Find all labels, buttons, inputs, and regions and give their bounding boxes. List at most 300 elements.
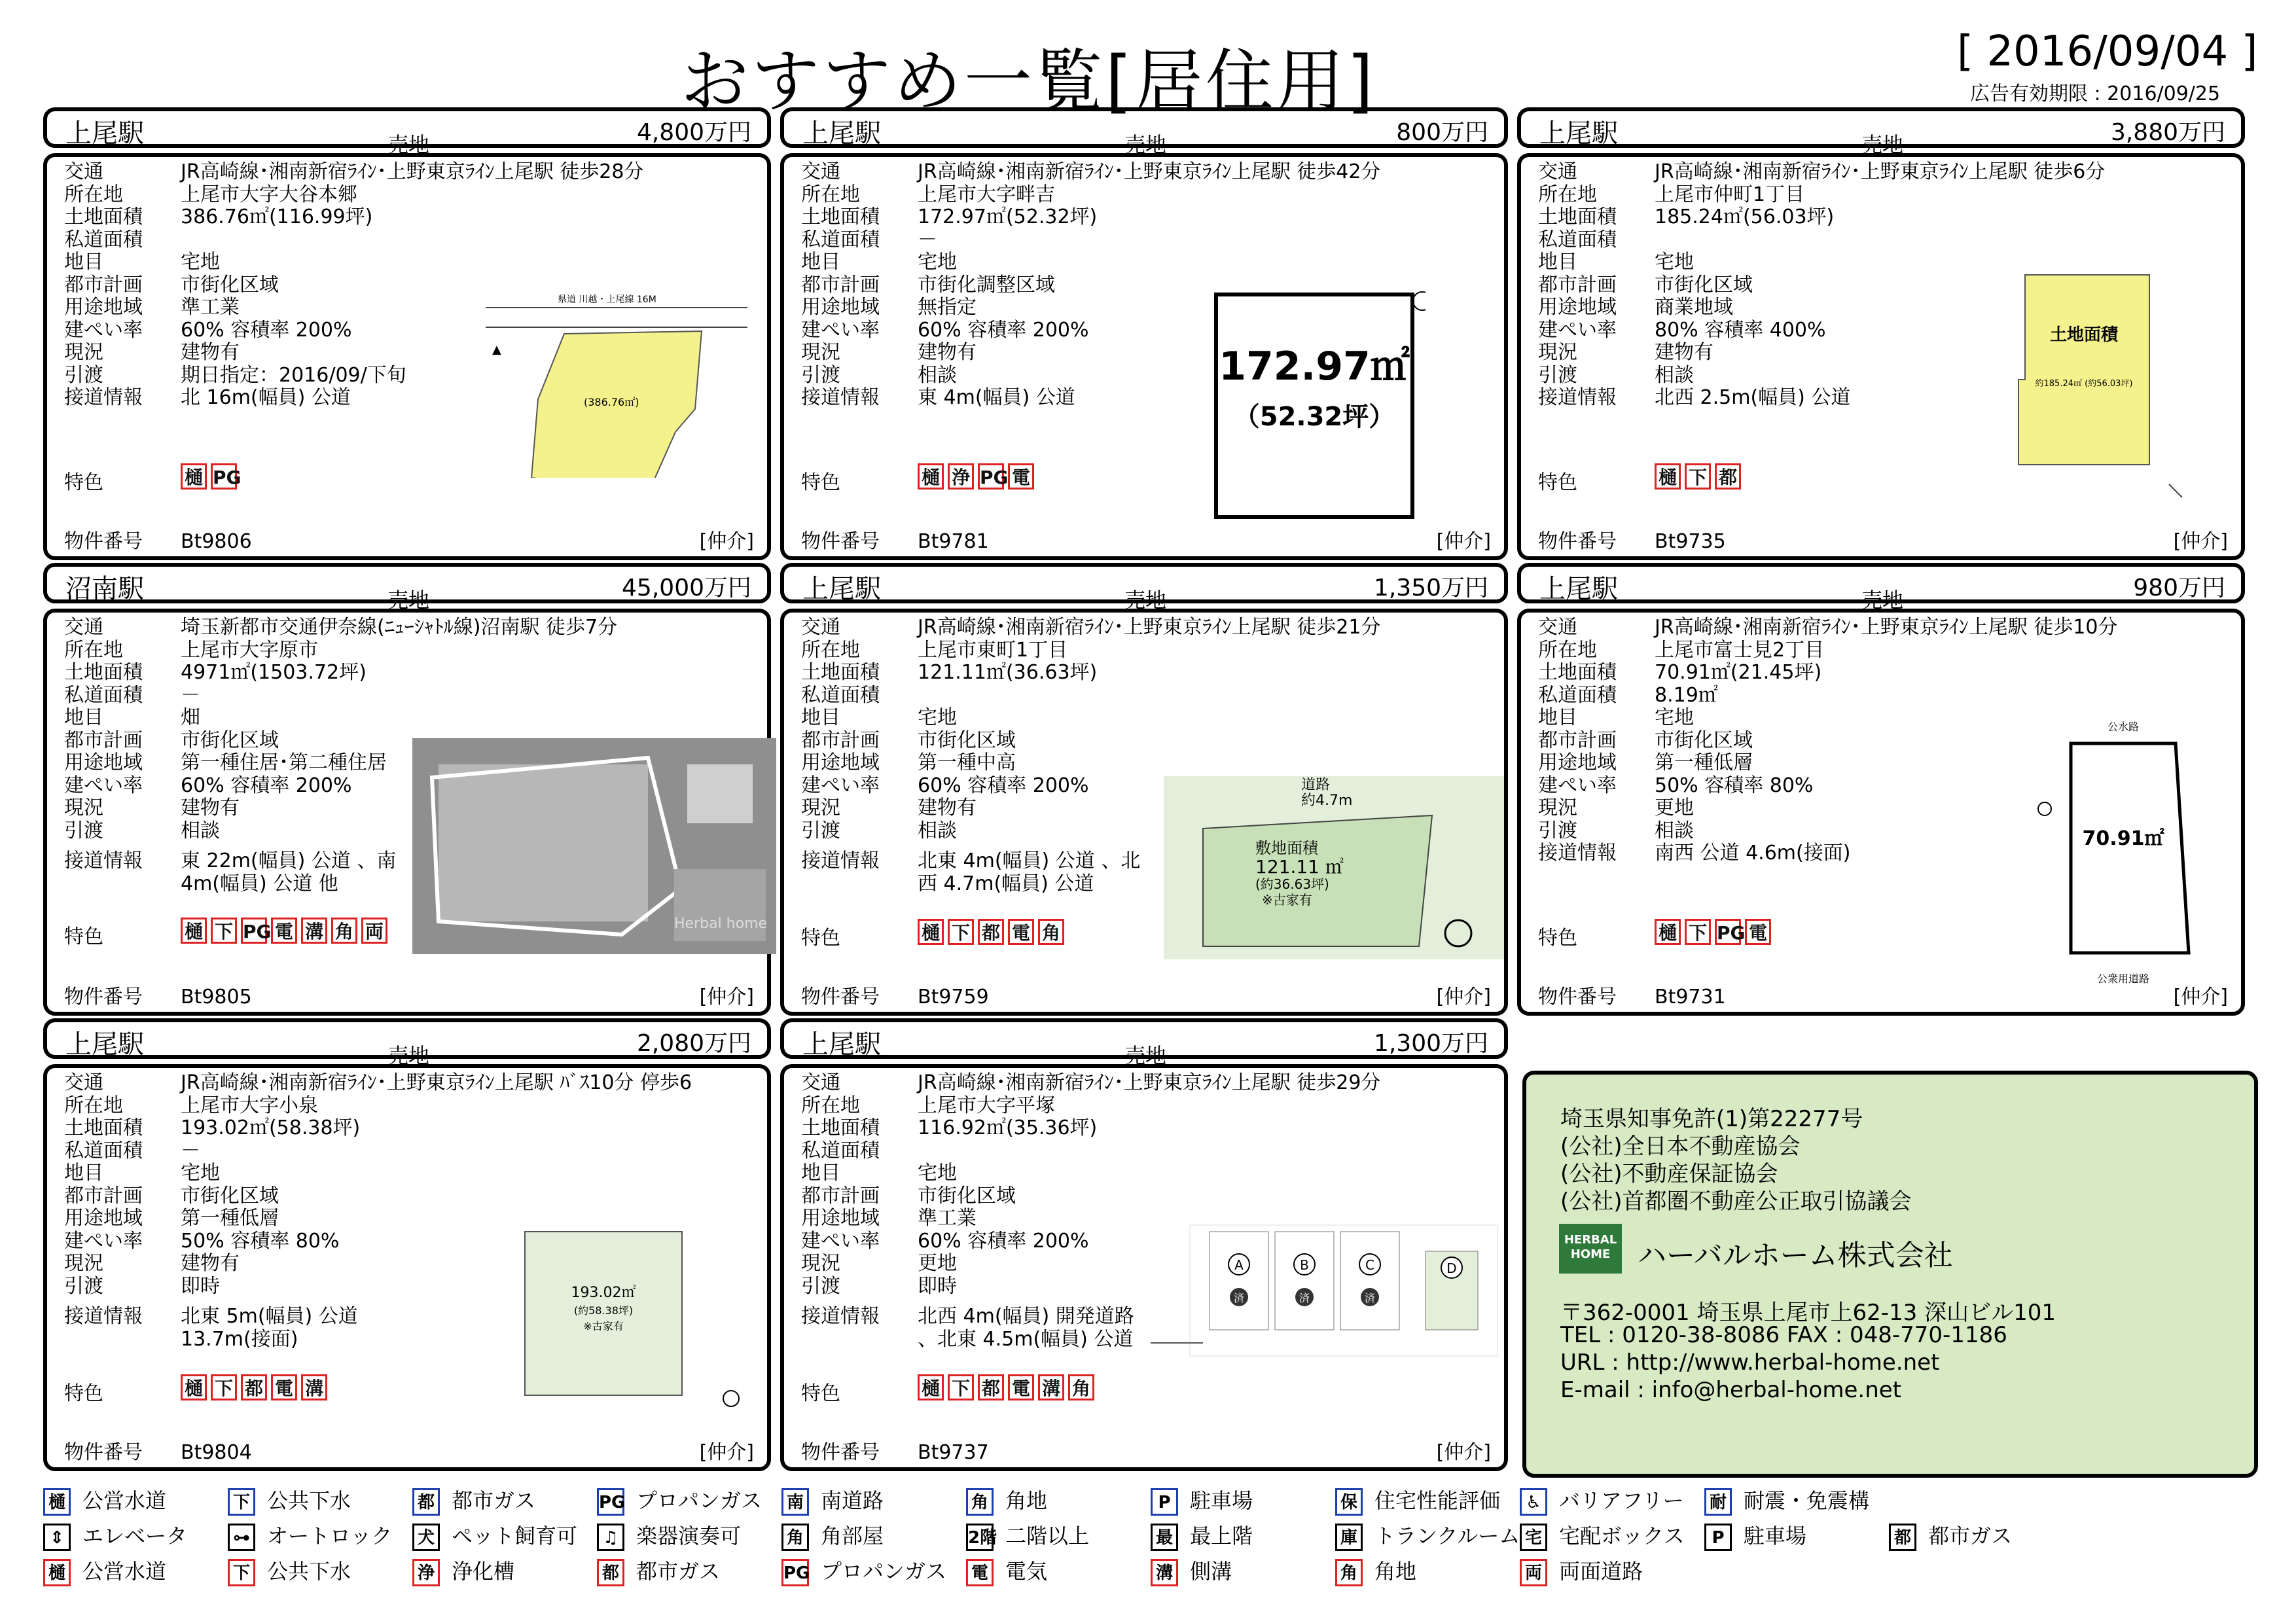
row-label: 所在地 [1538,638,1597,662]
row-label: 用途地域 [1538,751,1617,774]
row-value: 121.11㎡(36.63坪) [918,661,1098,684]
card-body [780,1064,1508,1471]
row-value: JR高崎線･湘南新宿ﾗｲﾝ･上野東京ﾗｲﾝ上尾駅 ﾊﾞｽ10分 停歩6 [181,1071,692,1094]
legend-icon: 角 [781,1524,809,1551]
feature-icon: PG [1715,919,1741,945]
row-private_road [801,1140,1380,1163]
row-label: 都市計画 [64,1184,143,1207]
row-private_road [801,229,1380,252]
legend-icon: PG [597,1488,624,1516]
row-value: 第一種低層 [181,1207,279,1230]
legend-label: 公営水道 [82,1559,167,1584]
area-sub: 約185.24㎡ (約56.03坪) [2035,379,2133,389]
row-value: 第一種低層 [1655,751,1753,774]
legend-label: 南道路 [821,1488,884,1513]
row-label: 現況 [64,796,103,819]
property-type: 売地 [1124,1043,1167,1068]
row-value: 準工業 [181,296,240,319]
property-number-label: 物件番号 [64,530,143,553]
row-value: 東 4m(幅員) 公道 [918,386,1075,409]
row-value: 386.76㎡(116.99坪) [181,205,373,228]
row-label: 交通 [801,1071,840,1094]
features-row [1538,466,1577,495]
row-label: 引渡 [64,819,103,842]
row-label: 交通 [1538,160,1577,183]
property-card[interactable] [780,563,1508,1021]
features-row [801,1377,840,1406]
row-value: 畑 [181,706,200,729]
card-header [780,107,1508,157]
row-address [801,184,1380,207]
lot-diagram [1164,776,1504,959]
property-number: Bt9735 [1655,530,1726,553]
road-label: 道路 [1301,777,1331,793]
row-value: 185.24㎡(56.03坪) [1655,205,1835,228]
row-value: 東 22m(幅員) 公道 、南 [181,849,397,872]
row-label: 土地面積 [64,205,143,228]
row-value: 即時 [181,1274,220,1298]
legend-label: 角部屋 [821,1524,884,1548]
features-label: 特色 [1538,471,1577,494]
legend-item [1520,1484,1684,1516]
row-label: 接道情報 [64,386,143,409]
legend-item [1704,1484,1869,1516]
property-number-row [801,525,989,554]
road-label-2: 公衆用道路 [2096,972,2150,985]
legend-item [1889,1520,2012,1551]
lot-letter: D [1446,1260,1457,1276]
row-value: 市街化区域 [181,1184,279,1207]
sold-mark: 済 [1299,1292,1310,1304]
association-3: (公社)首都圏不動産公正取引協議会 [1560,1188,1912,1215]
row-label: 接道情報 [64,1305,143,1328]
card-header [1517,107,2245,157]
row-zoning [1538,752,2117,775]
row-value: 上尾市大字大谷本郷 [181,183,357,206]
row-address [64,1095,692,1118]
legend-item [1704,1520,1806,1551]
legend-item [1335,1484,1500,1516]
road-label: 公水路 [2107,721,2140,733]
lot-diagram [2032,717,2228,992]
row-value: 4m(幅員) 公道 他 [181,872,338,895]
feature-icon: 下 [211,1374,237,1400]
legend-label: 公共下水 [267,1488,351,1513]
row-value: 宅地 [918,706,957,729]
company-logo: HERBAL HOME [1559,1224,1622,1274]
property-type: 売地 [1124,588,1167,613]
feature-icon: 都 [1715,463,1741,490]
row-land_category [64,1162,692,1185]
row-value: 市街化区域 [1655,273,1753,296]
legend-item [1151,1520,1253,1551]
row-label: 土地面積 [64,1116,143,1139]
feature-icon: 樋 [918,919,944,945]
legend-label: 側溝 [1190,1559,1232,1584]
agent-type: [仲介] [699,986,754,1008]
legend-icon: 南 [781,1488,809,1516]
row-address [801,639,1380,662]
row-value: 建物有 [181,1252,240,1275]
company-info [1522,1071,2258,1478]
row-label: 用途地域 [801,1207,880,1230]
row-value: 第一種中高 [918,751,1016,774]
property-type: 売地 [387,1043,430,1068]
legend-icon: ⊶ [228,1524,255,1551]
row-private_road [1538,229,2105,252]
agent-type: [仲介] [2173,986,2228,1008]
lot-diagram [1203,281,1426,543]
row-label: 建ぺい率 [64,318,143,342]
features-row [64,1377,103,1406]
row-zoning [801,752,1380,775]
row-value: 建物有 [181,796,240,819]
row-label: 地目 [64,251,103,274]
list-date: [ 2016/09/04 ] [1957,27,2258,76]
feature-icon: 電 [1745,919,1771,945]
property-number-label: 物件番号 [1538,530,1617,553]
row-label: 用途地域 [64,296,143,319]
property-number-row [64,1436,252,1465]
row-label: 引渡 [801,363,840,387]
property-number-row [801,1436,989,1465]
property-type: 売地 [387,588,430,613]
row-label: 建ぺい率 [801,1229,880,1253]
feature-icon: 電 [271,918,297,944]
row-value: 北西 2.5m(幅員) 公道 [1655,386,1851,409]
legend-label: 浄化槽 [452,1559,515,1584]
old-house: ※古家有 [1262,892,1312,908]
feature-icons [918,1374,1153,1400]
row-label: 現況 [64,1252,103,1275]
legend-label: オートロック [267,1524,393,1548]
row-label: 交通 [64,160,103,183]
row-value: JR高崎線･湘南新宿ﾗｲﾝ･上野東京ﾗｲﾝ上尾駅 徒歩10分 [1655,616,2118,639]
row-label: 建ぺい率 [1538,774,1617,797]
row-address [801,1095,1380,1118]
row-label: 交通 [801,616,840,639]
row-label: 用途地域 [64,751,143,774]
feature-icon: 下 [948,1374,974,1400]
feature-icon: 都 [241,1374,267,1400]
row-value: 南西 公道 4.6m(接面) [1655,842,1851,865]
row-value: 建物有 [918,341,977,364]
row-value: 宅地 [918,251,957,274]
feature-icon: 角 [1038,919,1064,945]
row-value: 60% 容積率 200% [181,774,352,797]
feature-icons [181,463,416,490]
property-card[interactable] [43,563,771,1021]
lot-diagram [1151,1212,1504,1376]
row-value: 更地 [1655,796,1694,819]
row-value: 北東 4m(幅員) 公道 、北 [918,849,1141,872]
row-label: 用途地域 [801,751,880,774]
row-label: 引渡 [801,819,840,842]
property-number-label: 物件番号 [801,530,880,553]
row-value: 商業地域 [1655,296,1733,319]
legend-label: 耐震・免震構 [1744,1488,1870,1513]
row-label: 私道面積 [64,228,143,251]
legend-label: プロパンガス [821,1559,947,1584]
row-label: 都市計画 [1538,273,1617,296]
legend-label: 最上階 [1190,1524,1253,1548]
property-card[interactable] [1517,107,2245,565]
legend-icon: 宅 [1520,1524,1547,1551]
row-label: 現況 [1538,796,1577,819]
property-type: 売地 [1861,588,1904,613]
features-label: 特色 [64,1382,103,1405]
legend-label: 宅配ボックス [1559,1524,1685,1548]
row-label: 用途地域 [1538,296,1617,319]
row-value: 建物有 [1655,341,1713,364]
property-number: Bt9737 [918,1441,989,1464]
agent-type: [仲介] [1436,530,1491,553]
legend-icon: 角 [1335,1559,1363,1586]
row-value: 8.19㎡ [1655,683,1718,707]
row-traffic [801,161,1380,184]
legend-item [43,1484,166,1516]
row-value: 西 4.7m(幅員) 公道 [918,872,1094,895]
legend-icon: 角 [966,1488,994,1516]
area-tsubo: （52.32坪） [1233,402,1395,432]
row-value: 期日指定：2016/09/下旬 [181,363,406,387]
row-label: 私道面積 [64,683,143,707]
feature-icon: 電 [271,1374,297,1400]
icon-legend [43,1484,2269,1615]
property-card[interactable] [780,1018,1508,1476]
legend-icon: ♿ [1520,1488,1547,1516]
row-private_road [801,685,1380,707]
station-name: 上尾駅 [802,1029,881,1060]
row-label: 地目 [801,251,840,274]
feature-icon: 都 [978,1374,1004,1400]
property-number: Bt9731 [1655,986,1726,1008]
row-value: 172.97㎡(52.32坪) [918,205,1098,228]
legend-icon: 下 [228,1559,255,1586]
row-value: 相談 [181,819,220,842]
feature-icon: 下 [948,919,974,945]
row-private_road [64,1140,692,1163]
property-price: 45,000万円 [622,575,751,601]
row-land_area [1538,662,2117,685]
feature-icon: 電 [1008,1374,1034,1400]
row-value: 市街化区域 [1655,728,1753,752]
row-value: JR高崎線･湘南新宿ﾗｲﾝ･上野東京ﾗｲﾝ上尾駅 徒歩28分 [181,160,644,183]
row-label: 現況 [801,341,840,364]
legend-item [597,1555,720,1586]
legend-icon: ⇕ [43,1524,71,1551]
legend-label: 都市ガス [636,1559,721,1584]
row-current [1538,797,2117,820]
legend-item [781,1484,884,1516]
row-traffic [801,616,1380,639]
row-value: 上尾市富士見2丁目 [1655,638,1825,662]
row-traffic [801,1072,1380,1095]
row-label: 土地面積 [801,661,880,684]
features-row [801,921,840,950]
row-value: 上尾市大字平塚 [918,1094,1055,1117]
row-city_plan [801,1185,1380,1208]
card-header [1517,563,2245,613]
row-value: 北西 4m(幅員) 開発道路 [918,1305,1134,1328]
legend-label: プロパンガス [636,1488,762,1513]
row-value: 準工業 [918,1207,977,1230]
legend-item [412,1484,535,1516]
feature-icon: 下 [1685,463,1711,490]
row-value: 60% 容積率 200% [918,774,1089,797]
row-label: 接道情報 [801,1305,880,1328]
row-label: 都市計画 [64,728,143,752]
property-card[interactable] [780,107,1508,565]
legend-item [597,1484,762,1516]
row-value: 60% 容積率 200% [918,1229,1089,1253]
agent-type: [仲介] [2173,530,2228,553]
row-value: 市街化区域 [918,1184,1016,1207]
legend-item [1335,1520,1520,1551]
row-value: 上尾市大字畔吉 [918,183,1055,206]
features-row [1538,921,1577,950]
card-header [780,1018,1508,1068]
property-price: 2,080万円 [636,1030,751,1057]
legend-icon: 保 [1335,1488,1363,1516]
property-price: 1,350万円 [1373,575,1488,601]
area-label: (386.76㎡) [584,396,639,408]
row-label: 交通 [64,1071,103,1094]
lot-letter: C [1365,1257,1374,1273]
legend-icon: P [1151,1488,1178,1516]
row-label: 都市計画 [801,273,880,296]
legend-label: 公共下水 [267,1559,351,1584]
feature-icon: 樋 [181,918,207,944]
legend-item [43,1555,166,1586]
row-private_road [64,229,643,252]
legend-item [1151,1484,1253,1516]
row-value: 宅地 [181,251,220,274]
legend-label: 二階以上 [1005,1524,1090,1548]
property-number: Bt9759 [918,986,989,1008]
area-label: 193.02㎡ [571,1285,636,1301]
company-name: ハーバルホーム株式会社 [1638,1239,1953,1272]
row-land_category [801,707,1380,730]
legend-item [966,1484,1047,1516]
row-label: 建ぺい率 [801,318,880,342]
row-value: 116.92㎡(35.36坪) [918,1116,1098,1139]
row-label: 用途地域 [801,296,880,319]
row-land_category [64,707,617,730]
features-label: 特色 [64,471,103,494]
row-value: 50% 容積率 80% [1655,774,1814,797]
row-label: 地目 [801,1162,840,1185]
row-land_area [801,206,1380,229]
legend-item [228,1555,351,1586]
feature-icons [1655,463,1890,490]
area-label: 172.97㎡ [1219,344,1410,389]
legend-icon: PG [781,1559,809,1586]
row-label: 引渡 [1538,819,1577,842]
row-value: － [181,683,200,707]
card-body [43,1064,771,1471]
property-number: Bt9781 [918,530,989,553]
company-address: 〒362-0001 埼玉県上尾市上62-13 深山ビル101 [1560,1300,2056,1326]
row-value: 即時 [918,1274,957,1298]
row-label: 所在地 [64,183,123,206]
features-row [801,466,840,495]
road-width: 約4.7m [1301,793,1353,809]
row-value: 宅地 [1655,706,1694,729]
row-label: 土地面積 [64,661,143,684]
road-label: 県道 川越・上尾線 16M [558,294,656,305]
row-address [1538,639,2117,662]
row-label: 建ぺい率 [64,1229,143,1253]
row-label: 現況 [801,1252,840,1275]
row-value: 宅地 [1655,251,1694,274]
legend-item [412,1520,577,1551]
feature-icons [918,919,1153,945]
row-label: 引渡 [801,1274,840,1298]
row-label: 都市計画 [801,1184,880,1207]
page-title: おすすめ一覧[居住用] [681,41,1376,121]
row-value: 建物有 [181,341,240,364]
row-label: 地目 [801,706,840,729]
row-value: 市街化区域 [181,273,279,296]
row-road [1538,842,2117,865]
legend-item [43,1520,187,1551]
legend-icon: 庫 [1335,1524,1363,1551]
feature-icon: 樋 [1655,463,1681,490]
company-url[interactable]: URL : http://www.herbal-home.net [1560,1349,1940,1376]
company-email[interactable]: E-mail : info@herbal-home.net [1560,1377,1902,1403]
feature-icon: 都 [978,919,1004,945]
property-type: 売地 [1124,132,1167,157]
property-card[interactable] [43,107,771,565]
sold-mark: 済 [1233,1292,1245,1304]
row-value: JR高崎線･湘南新宿ﾗｲﾝ･上野東京ﾗｲﾝ上尾駅 徒歩42分 [918,160,1381,183]
feature-icon: 角 [331,918,357,944]
legend-label: ペット飼育可 [452,1524,578,1548]
row-value: 埼玉新都市交通伊奈線(ﾆｭｰｼｬﾄﾙ線)沼南駅 徒歩7分 [181,616,618,639]
row-label: 引渡 [64,1274,103,1298]
property-type: 売地 [1861,132,1904,157]
row-value: 第一種住居･第二種住居 [181,751,387,774]
features-row [64,920,103,949]
property-number-label: 物件番号 [801,1441,880,1464]
property-price: 800万円 [1396,119,1488,146]
row-city_plan [1538,730,2117,753]
feature-icon: 樋 [181,1374,207,1400]
row-label: 所在地 [801,638,860,662]
feature-icon: 樋 [181,463,207,490]
row-value: 193.02㎡(58.38坪) [181,1116,361,1139]
lot-letter: B [1300,1257,1309,1273]
property-number-row [1538,525,1726,554]
card-header [43,1018,771,1068]
row-label: 私道面積 [801,1139,880,1162]
row-value: 宅地 [181,1162,220,1185]
property-card[interactable] [43,1018,771,1476]
row-label: 建ぺい率 [801,774,880,797]
row-value: 相談 [1655,819,1694,842]
row-label: 私道面積 [801,683,880,707]
row-land_area [1538,206,2105,229]
feature-icon: 下 [1685,919,1711,945]
legend-icon: 都 [412,1488,440,1516]
property-card[interactable] [1517,563,2245,1021]
row-label: 接道情報 [801,849,880,872]
feature-icons [181,1374,416,1400]
row-land_area [64,662,617,685]
card-header [43,563,771,613]
ad-expiry: 広告有効期限 : 2016/09/25 [1970,82,2221,105]
